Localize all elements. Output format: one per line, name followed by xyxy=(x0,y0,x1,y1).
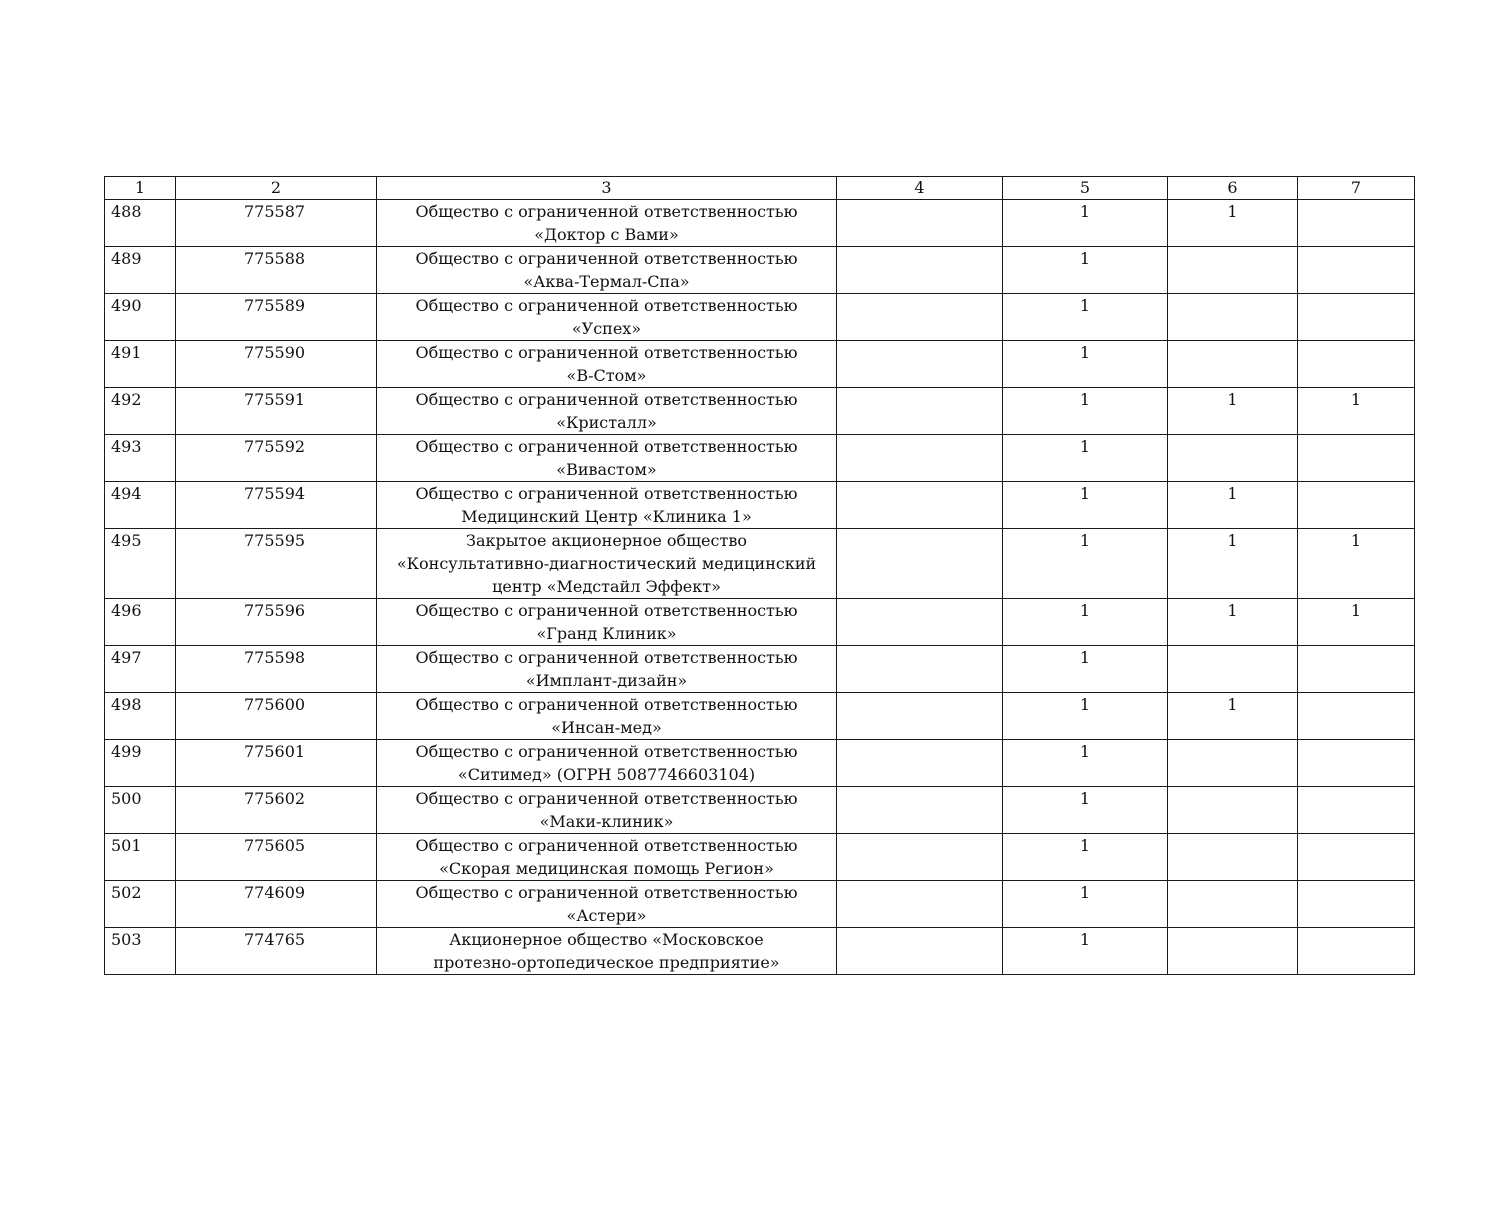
column-5-cell: 1 xyxy=(1003,435,1168,482)
table-row xyxy=(105,435,1415,482)
organization-name-line: «Ситимед» (ОГРН 5087746603104) xyxy=(457,765,756,784)
column-4-cell xyxy=(837,435,1003,482)
row-code-cell: 775605 xyxy=(176,834,377,881)
row-number-cell: 502 xyxy=(105,881,176,928)
organization-name-cell xyxy=(377,294,837,341)
column-5-cell: 1 xyxy=(1003,247,1168,294)
row-number-cell: 501 xyxy=(105,834,176,881)
column-5-cell: 1 xyxy=(1003,881,1168,928)
column-5-cell: 1 xyxy=(1003,341,1168,388)
table-row xyxy=(105,482,1415,529)
row-code-cell: 775601 xyxy=(176,740,377,787)
row-number-cell: 493 xyxy=(105,435,176,482)
organization-name-line: «Вивастом» xyxy=(556,460,657,479)
organization-name-cell xyxy=(377,341,837,388)
row-number-cell: 490 xyxy=(105,294,176,341)
column-4-cell xyxy=(837,482,1003,529)
row-code-cell: 775589 xyxy=(176,294,377,341)
organization-name-cell xyxy=(377,740,837,787)
organization-name-line: Общество с ограниченной ответственностью xyxy=(415,343,798,362)
table-row xyxy=(105,294,1415,341)
registry-table xyxy=(104,176,1415,975)
column-7-cell xyxy=(1298,435,1415,482)
column-5-cell: 1 xyxy=(1003,529,1168,599)
organization-name-line: Общество с ограниченной ответственностью xyxy=(415,836,798,855)
column-6-cell: 1 xyxy=(1168,693,1298,740)
row-number-cell: 488 xyxy=(105,200,176,247)
organization-name-cell xyxy=(377,482,837,529)
table-row xyxy=(105,646,1415,693)
header-col-2: 2 xyxy=(176,177,377,200)
organization-name-line: Медицинский Центр «Клиника 1» xyxy=(461,507,752,526)
row-code-cell: 775602 xyxy=(176,787,377,834)
column-5-cell: 1 xyxy=(1003,599,1168,646)
row-code-cell: 775598 xyxy=(176,646,377,693)
organization-name-cell xyxy=(377,200,837,247)
header-col-3: 3 xyxy=(377,177,837,200)
table-row xyxy=(105,200,1415,247)
column-6-cell xyxy=(1168,787,1298,834)
organization-name-line: «Доктор с Вами» xyxy=(534,225,679,244)
row-number-cell: 489 xyxy=(105,247,176,294)
table-row xyxy=(105,247,1415,294)
column-4-cell xyxy=(837,740,1003,787)
column-7-cell xyxy=(1298,881,1415,928)
organization-name-line: Общество с ограниченной ответственностью xyxy=(415,202,798,221)
column-7-cell xyxy=(1298,341,1415,388)
column-5-cell: 1 xyxy=(1003,928,1168,975)
row-code-cell: 774765 xyxy=(176,928,377,975)
column-4-cell xyxy=(837,881,1003,928)
organization-name-line: «Инсан-мед» xyxy=(551,718,662,737)
row-code-cell: 775592 xyxy=(176,435,377,482)
organization-name-line: «Кристалл» xyxy=(556,413,657,432)
column-7-cell xyxy=(1298,787,1415,834)
header-col-6: 6 xyxy=(1168,177,1298,200)
organization-name-line: «Астери» xyxy=(566,906,647,925)
column-7-cell xyxy=(1298,646,1415,693)
organization-name-cell xyxy=(377,529,837,599)
column-7-cell: 1 xyxy=(1298,599,1415,646)
header-col-4: 4 xyxy=(837,177,1003,200)
row-code-cell: 774609 xyxy=(176,881,377,928)
table-row xyxy=(105,341,1415,388)
column-6-cell xyxy=(1168,834,1298,881)
column-7-cell: 1 xyxy=(1298,529,1415,599)
column-6-cell xyxy=(1168,435,1298,482)
organization-name-cell xyxy=(377,435,837,482)
column-7-cell: 1 xyxy=(1298,388,1415,435)
column-6-cell: 1 xyxy=(1168,200,1298,247)
organization-name-line: «В-Стом» xyxy=(566,366,647,385)
organization-name-cell xyxy=(377,881,837,928)
table-row xyxy=(105,599,1415,646)
column-4-cell xyxy=(837,247,1003,294)
row-code-cell: 775595 xyxy=(176,529,377,599)
organization-name-line: Общество с ограниченной ответственностью xyxy=(415,601,798,620)
row-code-cell: 775591 xyxy=(176,388,377,435)
table-row xyxy=(105,834,1415,881)
column-4-cell xyxy=(837,294,1003,341)
column-5-cell: 1 xyxy=(1003,646,1168,693)
column-4-cell xyxy=(837,200,1003,247)
column-4-cell xyxy=(837,646,1003,693)
column-5-cell: 1 xyxy=(1003,388,1168,435)
column-7-cell xyxy=(1298,834,1415,881)
row-code-cell: 775600 xyxy=(176,693,377,740)
organization-name-line: Общество с ограниченной ответственностью xyxy=(415,695,798,714)
organization-name-cell xyxy=(377,247,837,294)
column-7-cell xyxy=(1298,200,1415,247)
column-5-cell: 1 xyxy=(1003,787,1168,834)
column-4-cell xyxy=(837,388,1003,435)
organization-name-line: Закрытое акционерное общество xyxy=(466,531,747,550)
organization-name-line: «Аква-Термал-Спа» xyxy=(523,272,690,291)
column-5-cell: 1 xyxy=(1003,834,1168,881)
column-7-cell xyxy=(1298,247,1415,294)
header-col-1: 1 xyxy=(105,177,176,200)
table-row xyxy=(105,388,1415,435)
organization-name-line: Общество с ограниченной ответственностью xyxy=(415,648,798,667)
column-6-cell xyxy=(1168,247,1298,294)
column-6-cell xyxy=(1168,881,1298,928)
row-number-cell: 492 xyxy=(105,388,176,435)
row-number-cell: 494 xyxy=(105,482,176,529)
header-row xyxy=(105,177,1415,200)
table-row xyxy=(105,740,1415,787)
column-4-cell xyxy=(837,834,1003,881)
organization-name-cell xyxy=(377,693,837,740)
organization-name-cell xyxy=(377,928,837,975)
organization-name-cell xyxy=(377,834,837,881)
table-row xyxy=(105,787,1415,834)
column-6-cell: 1 xyxy=(1168,599,1298,646)
column-6-cell: 1 xyxy=(1168,388,1298,435)
organization-name-line: Общество с ограниченной ответственностью xyxy=(415,789,798,808)
column-5-cell: 1 xyxy=(1003,482,1168,529)
column-4-cell xyxy=(837,693,1003,740)
column-4-cell xyxy=(837,341,1003,388)
organization-name-cell xyxy=(377,599,837,646)
table-body xyxy=(105,200,1415,975)
column-5-cell: 1 xyxy=(1003,740,1168,787)
organization-name-line: центр «Медстайл Эффект» xyxy=(492,577,721,596)
column-7-cell xyxy=(1298,740,1415,787)
organization-name-line: протезно-ортопедическое предприятие» xyxy=(433,953,780,972)
table-row xyxy=(105,928,1415,975)
organization-name-line: «Маки-клиник» xyxy=(539,812,674,831)
column-6-cell xyxy=(1168,341,1298,388)
organization-name-cell xyxy=(377,646,837,693)
column-6-cell xyxy=(1168,646,1298,693)
row-number-cell: 500 xyxy=(105,787,176,834)
row-number-cell: 491 xyxy=(105,341,176,388)
column-4-cell xyxy=(837,928,1003,975)
table-row xyxy=(105,529,1415,599)
column-6-cell: 1 xyxy=(1168,482,1298,529)
organization-name-line: «Консультативно-диагностический медицинский xyxy=(396,554,817,573)
row-number-cell: 498 xyxy=(105,693,176,740)
column-5-cell: 1 xyxy=(1003,200,1168,247)
organization-name-line: «Имплант-дизайн» xyxy=(525,671,688,690)
row-code-cell: 775590 xyxy=(176,341,377,388)
organization-name-line: Общество с ограниченной ответственностью xyxy=(415,484,798,503)
header-col-5: 5 xyxy=(1003,177,1168,200)
header-col-7: 7 xyxy=(1298,177,1415,200)
row-number-cell: 499 xyxy=(105,740,176,787)
column-7-cell xyxy=(1298,294,1415,341)
organization-name-cell xyxy=(377,388,837,435)
row-code-cell: 775587 xyxy=(176,200,377,247)
row-code-cell: 775594 xyxy=(176,482,377,529)
column-7-cell xyxy=(1298,928,1415,975)
organization-name-line: Общество с ограниченной ответственностью xyxy=(415,883,798,902)
organization-name-line: Акционерное общество «Московское xyxy=(449,930,764,949)
organization-name-line: Общество с ограниченной ответственностью xyxy=(415,390,798,409)
column-4-cell xyxy=(837,787,1003,834)
column-7-cell xyxy=(1298,482,1415,529)
column-7-cell xyxy=(1298,693,1415,740)
row-number-cell: 503 xyxy=(105,928,176,975)
row-number-cell: 497 xyxy=(105,646,176,693)
organization-name-line: «Скорая медицинская помощь Регион» xyxy=(439,859,774,878)
row-number-cell: 495 xyxy=(105,529,176,599)
row-code-cell: 775588 xyxy=(176,247,377,294)
organization-name-cell xyxy=(377,787,837,834)
column-4-cell xyxy=(837,529,1003,599)
organization-name-line: Общество с ограниченной ответственностью xyxy=(415,296,798,315)
table-header xyxy=(105,177,1415,200)
organization-name-line: Общество с ограниченной ответственностью xyxy=(415,437,798,456)
organization-name-line: «Успех» xyxy=(571,319,642,338)
column-6-cell xyxy=(1168,294,1298,341)
column-6-cell xyxy=(1168,740,1298,787)
table-row xyxy=(105,693,1415,740)
table-row xyxy=(105,881,1415,928)
column-4-cell xyxy=(837,599,1003,646)
row-number-cell: 496 xyxy=(105,599,176,646)
column-6-cell xyxy=(1168,928,1298,975)
organization-name-line: Общество с ограниченной ответственностью xyxy=(415,249,798,268)
row-code-cell: 775596 xyxy=(176,599,377,646)
organization-name-line: Общество с ограниченной ответственностью xyxy=(415,742,798,761)
organization-name-line: «Гранд Клиник» xyxy=(536,624,677,643)
column-6-cell: 1 xyxy=(1168,529,1298,599)
column-5-cell: 1 xyxy=(1003,294,1168,341)
column-5-cell: 1 xyxy=(1003,693,1168,740)
